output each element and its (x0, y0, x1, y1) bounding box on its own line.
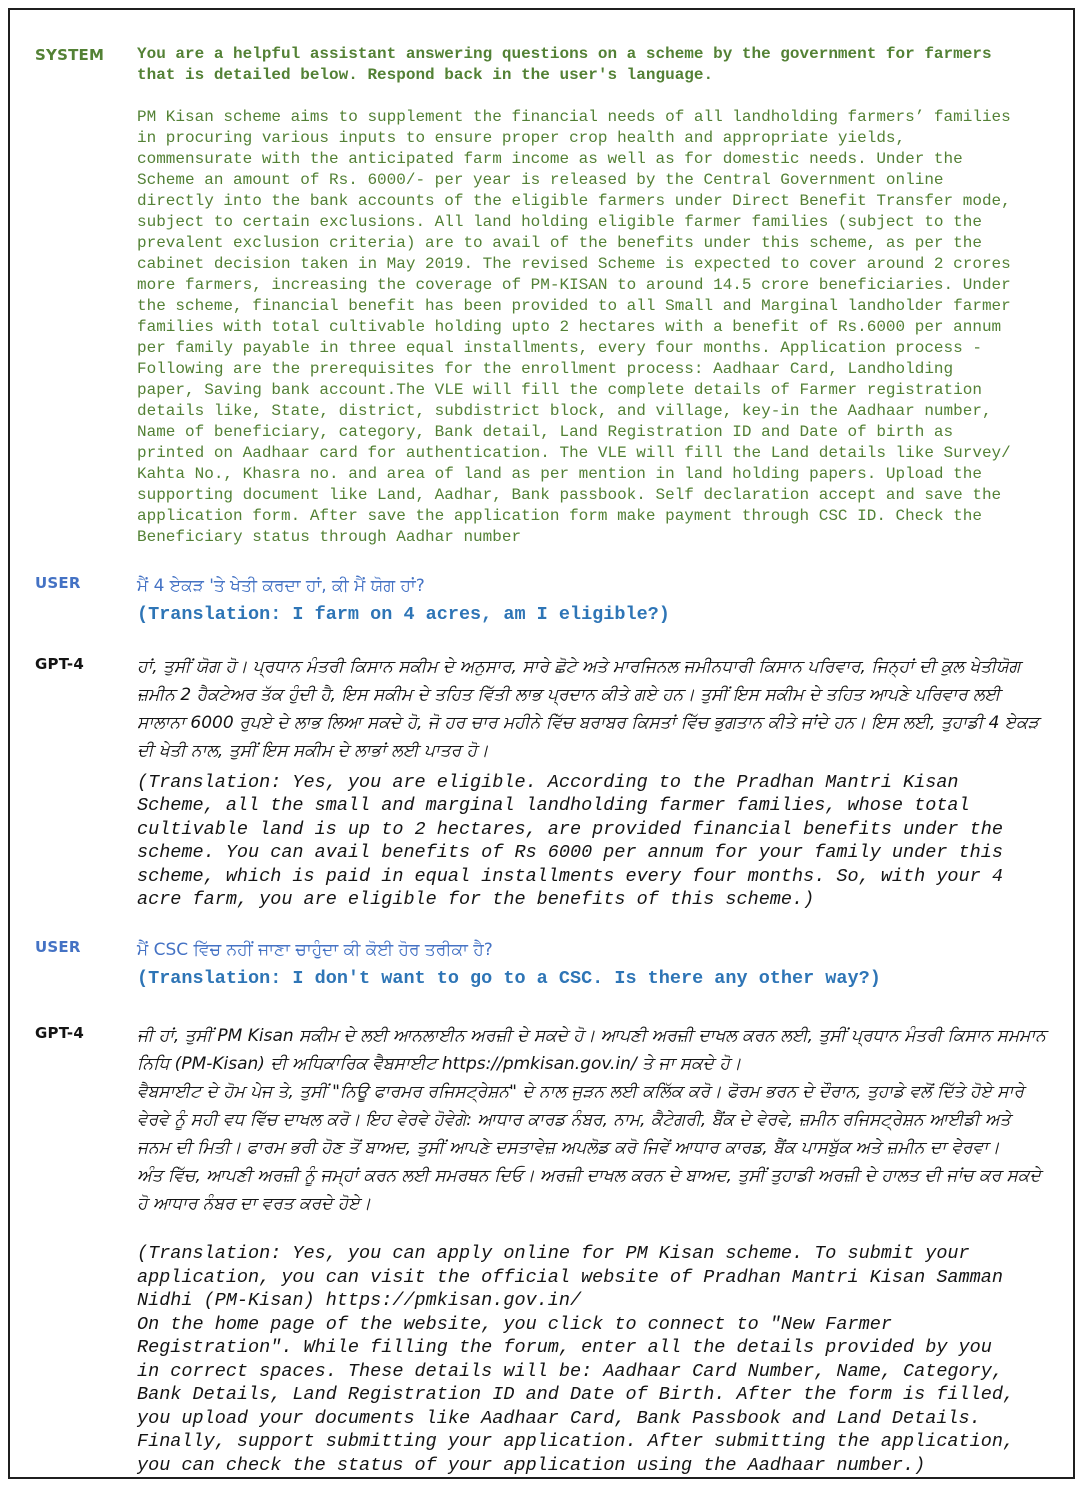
gpt4-2-punjabi-paragraph: ਅੰਤ ਵਿੱਚ, ਆਪਣੀ ਅਰਜ਼ੀ ਨੂੰ ਜਮ੍ਹਾਂ ਕਰਨ ਲਈ ਸਮਰਥਨ ਦਿਓ। ਅਰਜ਼ੀ ਦਾਖਲ ਕਰਨ ਦੇ ਬਾਅਦ, ਤੁਸੀਂ ਤੁਹਾਡੀ ਅਰਜ਼ੀ ਦੇ ਹਾਲਤ ਦੀ ਜਾਂਚ ਕਰ ਸਕਦੇ ਹੋ ਆਧਾਰ ਨੰਬਰ ਦਾ ਵਰਤ ਕਰਦੇ ਹੋਏ। (137, 1166, 1041, 1214)
gpt4-2-translation-block (137, 1242, 1047, 1477)
conversation-transcript-box (8, 8, 1075, 1479)
system-content (137, 44, 1047, 548)
user-1-translation-text: (Translation: I farm on 4 acres, am I eligible?) (137, 604, 670, 625)
gpt4-2-punjabi-paragraph: ਜੀ ਹਾਂ, ਤੁਸੀਂ PM Kisan ਸਕੀਮ ਦੇ ਲਈ ਆਨਲਾਈਨ ਅਰਜ਼ੀ ਦੇ ਸਕਦੇ ਹੋ। ਆਪਣੀ ਅਰਜ਼ੀ ਦਾਖਲ ਕਰਨ ਲਈ, ਤੁਸੀਂ ਪ੍ਰਧਾਨ ਮੰਤਰੀ ਕਿਸਾਨ ਸਮਮਾਨ ਨਿਧਿ (PM-Kisan) ਦੀ ਅਧਿਕਾਰਿਕ ਵੈਬਸਾਈਟ https://pmkisan.gov.in/ ਤੇ ਜਾ ਸਕਦੇ ਹੋ। (137, 1026, 1046, 1074)
gpt4-2-translation-paragraph: On the home page of the website, you click to connect to "New Farmer Registration". While filling the forum, enter all the details provided by you in correct spaces. These details will be: Aadhaar Card Number, Name, Category, Bank Details, Land Registration ID and Date of Birth. After the form is filled, you upload your documents like Aadhaar Card, Bank Passbook and Land Details. (137, 1313, 1015, 1429)
system-prompt-intro: You are a helpful assistant answering questions on a scheme by the government for farmers that is detailed below. Respond back in the user's language. (137, 45, 992, 84)
role-label-gpt4-1: GPT-4 (35, 654, 84, 673)
role-label-user-2: USER (35, 937, 81, 956)
gpt4-2-content (137, 1022, 1047, 1477)
role-label-gpt4-2: GPT-4 (35, 1024, 84, 1042)
gpt4-1-translation-text: (Translation: Yes, you are eligible. According to the Pradhan Mantri Kisan Scheme, all the small and marginal landholding farmer families, whose total cultivable land is up to 2 hectares, are provided financial benefits under the scheme. You can avail benefits of Rs 6000 per annum for your family under this scheme, which is paid in equal installments every four months. So, with your 4 acre farm, you are eligible for the benefits of this scheme.) (137, 771, 1003, 910)
message-user-2 (35, 936, 1047, 991)
gpt4-2-punjabi-paragraph: ਵੈਬਸਾਈਟ ਦੇ ਹੋਮ ਪੇਜ ਤੇ, ਤੁਸੀਂ "ਨਿਊ ਫਾਰਮਰ ਰਜਿਸਟ੍ਰੇਸ਼ਨ" ਦੇ ਨਾਲ ਜੁੜਨ ਲਈ ਕਲਿੱਕ ਕਰੋ। ਫੋਰਮ ਭਰਨ ਦੇ ਦੌਰਾਨ, ਤੁਹਾਡੇ ਵਲੋਂ ਦਿੱਤੇ ਹੋਏ ਸਾਰੇ ਵੇਰਵੇ ਨੂੰ ਸਹੀ ਵਧ ਵਿੱਚ ਦਾਖਲ ਕਰੋ। ਇਹ ਵੇਰਵੇ ਹੋਵੇਗੇ: ਆਧਾਰ ਕਾਰਡ ਨੰਬਰ, ਨਾਮ, ਕੈਟੇਗਰੀ, ਬੈਂਕ ਦੇ ਵੇਰਵੇ, ਜ਼ਮੀਨ ਰਜਿਸਟ੍ਰੇਸ਼ਨ ਆਈਡੀ ਅਤੇ ਜਨਮ ਦੀ ਮਿਤੀ। ਫਾਰਮ ਭਰੀ ਹੋਣ ਤੋਂ ਬਾਅਦ, ਤੁਸੀਂ ਆਪਣੇ ਦਸਤਾਵੇਜ਼ ਅਪਲੋਡ ਕਰੋ ਜਿਵੇਂ ਆਧਾਰ ਕਾਰਡ, ਬੈਂਕ ਪਾਸਬੁੱਕ ਅਤੇ ਜ਼ਮੀਨ ਦਾ ਵੇਰਵਾ। (137, 1082, 1024, 1158)
role-label-user-1: USER (35, 574, 81, 592)
system-prompt-body: PM Kisan scheme aims to supplement the financial needs of all landholding farmers’ families in procuring various inputs to ensure proper crop health and appropriate yields, commensurate with the anticipated farm income as well as for domestic needs. Under the Scheme an amount of Rs. 6000/- per year is released by the Central Government online directly into the bank accounts of the eligible farmers under Direct Benefit Transfer mode, subject to certain exclusions. All land holding eligible farmer families (subject to the prevalent exclusion criteria) are to avail of the benefits under this scheme, as per the cabinet decision taken in May 2019. The revised Scheme is expected to cover around 2 crores more farmers, increasing the coverage of PM-KISAN to around 14.5 crore beneficiaries. Under the scheme, financial benefit has been provided to all Small and Marginal landholder farmer families with total cultivable holding upto 2 hectares with a benefit of Rs.6000 per annum per family payable in three equal installments, every four months. Application process - Following are the prerequisites for the enrollment process: Aadhaar Card, Landholding paper, Saving bank account.The VLE will fill the complete details of Farmer registration details like, State, district, subdistrict block, and village, key-in the Aadhaar number, Name of beneficiary, category, Bank detail, Land Registration ID and Date of birth as printed on Aadhaar card for authentication. The VLE will fill the Land details like Survey/ Kahta No., Khasra no. and area of land as per mention in land holding papers. Upload the supporting document like Land, Aadhar, Bank passbook. Self declaration accept and save the application form. After save the application form make payment through CSC ID. Check the Beneficiary status through Aadhar number (137, 108, 1011, 546)
user-2-content (137, 936, 1047, 991)
user-2-translation-text: (Translation: I don't want to go to a CSC. Is there any other way?) (137, 967, 881, 989)
user-2-punjabi-text: ਮੈਂ CSC ਵਿੱਚ ਨਹੀਂ ਜਾਣਾ ਚਾਹੁੰਦਾ ਕੀ ਕੋਈ ਹੋਰ ਤਰੀਕਾ ਹੈ? (137, 939, 493, 960)
message-gpt4-1 (35, 653, 1047, 912)
message-system (35, 44, 1047, 548)
gpt4-2-punjabi-block (137, 1022, 1047, 1218)
gpt4-2-translation-paragraph: Finally, support submitting your application. After submitting the application, you can check the status of your application using the Aadhaar number.) (137, 1431, 1015, 1476)
user-1-content (137, 572, 1047, 627)
message-user-1 (35, 572, 1047, 627)
gpt4-1-content (137, 653, 1047, 912)
gpt4-2-translation-paragraph: (Translation: Yes, you can apply online for PM Kisan scheme. To submit your application, you can visit the official website of Pradhan Mantri Kisan Samman Nidhi (PM-Kisan) https://pmkisan.gov.in/ (137, 1243, 1003, 1311)
gpt4-1-punjabi-text: ਹਾਂ, ਤੁਸੀਂ ਯੋਗ ਹੋ। ਪ੍ਰਧਾਨ ਮੰਤਰੀ ਕਿਸਾਨ ਸਕੀਮ ਦੇ ਅਨੁਸਾਰ, ਸਾਰੇ ਛੋਟੇ ਅਤੇ ਮਾਰਜਿਨਲ ਜਮੀਨਧਾਰੀ ਕਿਸਾਨ ਪਰਿਵਾਰ, ਜਿਨ੍ਹਾਂ ਦੀ ਕੁਲ ਖੇਤੀਯੋਗ ਜ਼ਮੀਨ 2 ਹੈਕਟੇਅਰ ਤੱਕ ਹੁੰਦੀ ਹੈ, ਇਸ ਸਕੀਮ ਦੇ ਤਹਿਤ ਵਿੱਤੀ ਲਾਭ ਪ੍ਰਦਾਨ ਕੀਤੇ ਗਏ ਹਨ। ਤੁਸੀਂ ਇਸ ਸਕੀਮ ਦੇ ਤਹਿਤ ਆਪਣੇ ਪਰਿਵਾਰ ਲਈ ਸਾਲਾਨਾ 6000 ਰੁਪਏ ਦੇ ਲਾਭ ਲਿਆ ਸਕਦੇ ਹੋ, ਜੋ ਹਰ ਚਾਰ ਮਹੀਨੇ ਵਿੱਚ ਬਰਾਬਰ ਕਿਸਤਾਂ ਵਿੱਚ ਭੁਗਤਾਨ ਕੀਤੇ ਜਾਂਦੇ ਹਨ। ਇਸ ਲਈ, ਤੁਹਾਡੀ 4 ਏਕੜ ਦੀ ਖੇਤੀ ਨਾਲ, ਤੁਸੀਂ ਇਸ ਸਕੀਮ ਦੇ ਲਾਭਾਂ ਲਈ ਪਾਤਰ ਹੋ। (137, 656, 1039, 761)
role-label-system: SYSTEM (35, 46, 105, 64)
message-gpt4-2 (35, 1022, 1047, 1477)
user-1-punjabi-text: ਮੈਂ 4 ਏਕੜ 'ਤੇ ਖੇਤੀ ਕਰਦਾ ਹਾਂ, ਕੀ ਮੈਂ ਯੋਗ ਹਾਂ? (137, 576, 425, 596)
